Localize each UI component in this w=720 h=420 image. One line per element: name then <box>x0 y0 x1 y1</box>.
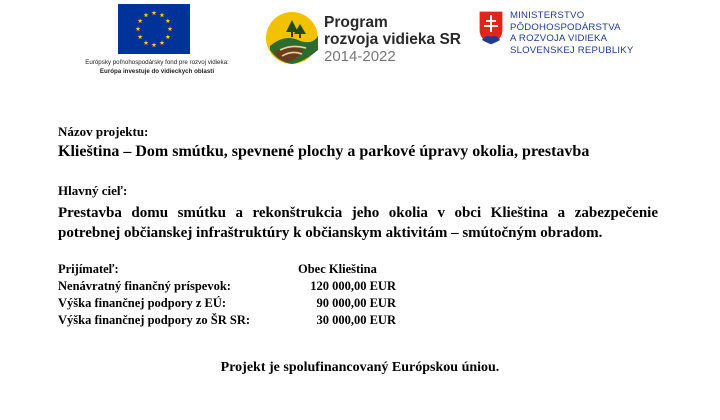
goal-value: Prestavba domu smútku a rekonštrukcia jeho okolia v obci Klieština a zabezpečenie potrebnej občianskej infraštruktúry k občianskym aktivitám – smútočným obradom. <box>58 205 658 241</box>
finance-value: 30 000,00 EUR <box>316 313 396 327</box>
program-logo-icon <box>264 10 320 66</box>
program-title-line1: Program <box>324 14 388 31</box>
goal-label: Hlavný cieľ: <box>58 183 128 198</box>
ministry-line4: SLOVENSKEJ REPUBLIKY <box>510 44 634 56</box>
finance-label: Výška finančnej podpory z EÚ: <box>58 296 227 310</box>
ministry-line1: MINISTERSTVO <box>510 10 585 21</box>
slovak-shield-icon <box>478 10 504 46</box>
ministry-logo-text <box>510 10 633 56</box>
eu-caption-line2: Európa investuje do vidieckych oblastí <box>99 68 215 75</box>
program-period: 2014-2022 <box>324 48 396 65</box>
finance-label: Prijímateľ: <box>58 262 119 276</box>
logo-header <box>0 0 720 75</box>
ministry-line3: A ROZVOJA VIDIEKA <box>510 33 608 44</box>
cofinancing-note: Projekt je spolufinancovaný Európskou úniou. <box>220 360 500 375</box>
project-name-value: Klieština – Dom smútku, spevnené plochy a parkové úpravy okolia, prestavba <box>58 143 590 160</box>
finance-value: 90 000,00 EUR <box>316 296 396 310</box>
eu-flag-icon <box>118 4 190 54</box>
program-logo-text <box>324 14 461 65</box>
finance-label: Nenávratný finančný príspevok: <box>58 279 231 293</box>
finance-value: Obec Klieština <box>298 262 377 276</box>
eu-caption <box>52 58 262 76</box>
finance-label: Výška finančnej podpory zo ŠR SR: <box>58 313 251 327</box>
program-title-line2: rozvoja vidieka SR <box>324 31 461 48</box>
ministry-line2: PÔDOHOSPODÁRSTVA <box>510 21 621 33</box>
program-logo-block <box>264 10 474 66</box>
finance-value: 120 000,00 EUR <box>310 279 396 293</box>
ministry-logo-block <box>478 8 718 68</box>
eu-caption-line1: Európsky poľnohospodársky fond pre rozvoj vidieka: <box>85 59 229 66</box>
project-name-label: Názov projektu: <box>58 124 149 139</box>
